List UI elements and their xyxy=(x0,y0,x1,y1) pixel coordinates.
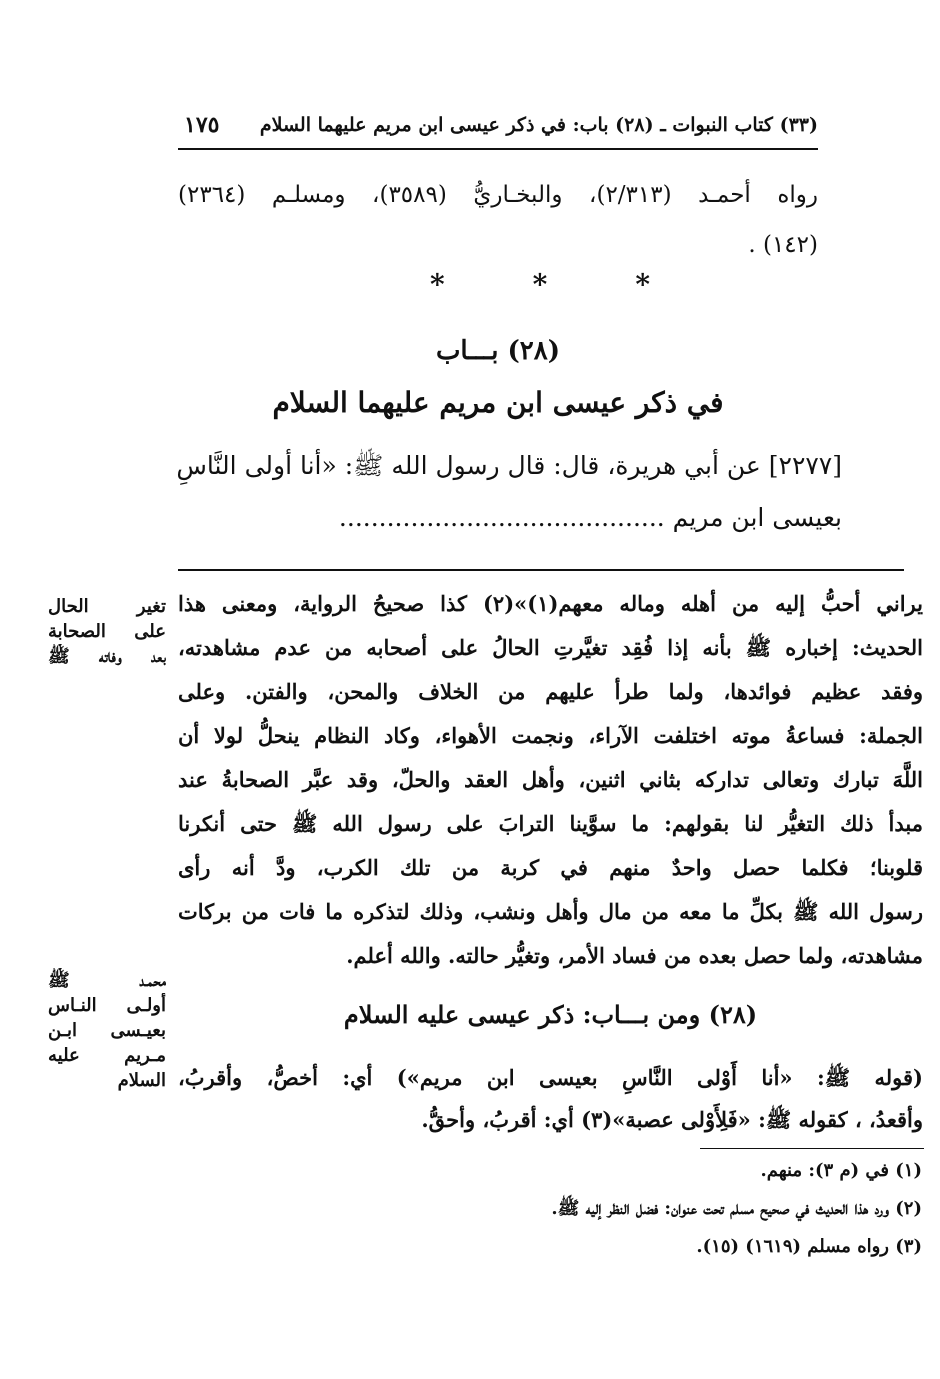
commentary-line: وأقعدُ، ، كقوله ﷺ: «فَلِأَوْلى عصبة»(٣) أي: أقربُ، وأحقُّ. xyxy=(421,1107,923,1132)
margin-note-line: بعد وفاته ﷺ xyxy=(48,646,166,667)
footnote: (١) في (م ٣): منهم. xyxy=(760,1160,922,1181)
commentary-subheading: (٢٨) ومن بـــاب: ذكر عيسى عليه السلام xyxy=(343,1000,758,1029)
chapter-title: في ذكر عيسى ابن مريم عليهما السلام xyxy=(272,386,724,419)
margin-note-line: تغير الحال xyxy=(48,596,166,617)
footnote: (٣) رواه مسلم (١٦١٩) (١٥). xyxy=(696,1236,922,1257)
commentary-line: الجملة: فساعةُ موته اختلفت الآراء، ونجمت الأهواء، وكاد النظام ينحلُّ لولا أن xyxy=(178,723,923,748)
commentary-line: (قوله ﷺ: «أنا أَوْلى النَّاسِ بعيسى ابن مريم») أي: أخصُّ، وأقربُ، xyxy=(178,1065,923,1090)
margin-note-line: على الصحابة xyxy=(48,621,166,642)
margin-note-line: بعيـسى ابـن xyxy=(48,1020,166,1041)
page-number: ١٧٥ xyxy=(184,112,220,138)
hadith-line-2: بعيسى ابن مريم ......................................... xyxy=(338,503,842,532)
star-ornament: * xyxy=(635,267,650,301)
commentary-line: مبدأ ذلك التغيُّر لنا بقولهم: ما سوَّينا الترابَ على رسول الله ﷺ حتى أنكرنا xyxy=(178,811,923,836)
intro-line-1: رواه أحمـد (٢/٣١٣)، والبخـاريُّ (٣٥٨٩)، ومسلـم (٢٣٦٤) xyxy=(178,182,819,208)
star-ornament: * xyxy=(430,267,445,301)
footnote: (٢) ورد هذا الحديث في صحيح مسلم تحت عنوان: فضل النظر إليه ﷺ. xyxy=(551,1198,922,1219)
commentary-line: اللَّهَ تبارك وتعالى تداركه بثاني اثنين، وأهل العقد والحلّ، وقد عبَّر الصحابةُ عند xyxy=(178,767,923,792)
running-header xyxy=(178,112,818,150)
margin-note-line: مـريم عليه xyxy=(48,1045,166,1066)
margin-note-companions xyxy=(48,594,166,669)
running-header-title: (٣٣) كتاب النبوات ـ (٢٨) باب: في ذكر عيسى ابن مريم عليهما السلام xyxy=(259,114,818,136)
commentary-line: مشاهدته، ولما حصل بعده من فساد الأمر، وتغيُّر حالته. والله أعلم. xyxy=(346,943,923,968)
hadith-line-1: [٢٢٧٧] عن أبي هريرة، قال: قال رسول الله ﷺ: «أنا أولى النَّاسِ xyxy=(176,451,842,480)
commentary-line: رسول الله ﷺ بكلِّ ما معه من مال وأهل ونشب، وذلك لتذكره ما فات من بركات xyxy=(178,899,923,924)
margin-note-line: السلام xyxy=(117,1070,166,1091)
commentary-line: يراني أحبُّ إليه من أهله وماله معهم(١)»(٢) كذا صحيحُ الرواية، ومعنى هذا xyxy=(178,591,923,616)
commentary-line: قلوبنا؛ فكلما حصل واحدٌ منهم في كربة من تلك الكرب، ودَّ أنه رأى xyxy=(178,855,923,880)
margin-note-line: محمـد ﷺ xyxy=(48,970,166,991)
commentary-divider xyxy=(178,569,904,571)
margin-note-line: أولـى النـاس xyxy=(48,995,166,1016)
commentary-line: الحديث: إخباره ﷺ بأنه إذا فُقِد تغيَّرتِ الحالُ على أصحابه من عدم مشاهدته، xyxy=(178,635,923,660)
intro-line-2: (١٤٢) . xyxy=(748,232,818,258)
footnote-divider xyxy=(700,1148,924,1149)
star-ornament: * xyxy=(532,267,548,301)
star-separator xyxy=(430,264,650,304)
commentary-line: وفقد عظيم فوائدها، ولما طرأ عليهم من الخلاف والمحن، والفتن. وعلى xyxy=(178,679,923,704)
chapter-number: (٢٨) بـــاب xyxy=(435,336,561,366)
margin-note-isa xyxy=(48,968,166,1093)
